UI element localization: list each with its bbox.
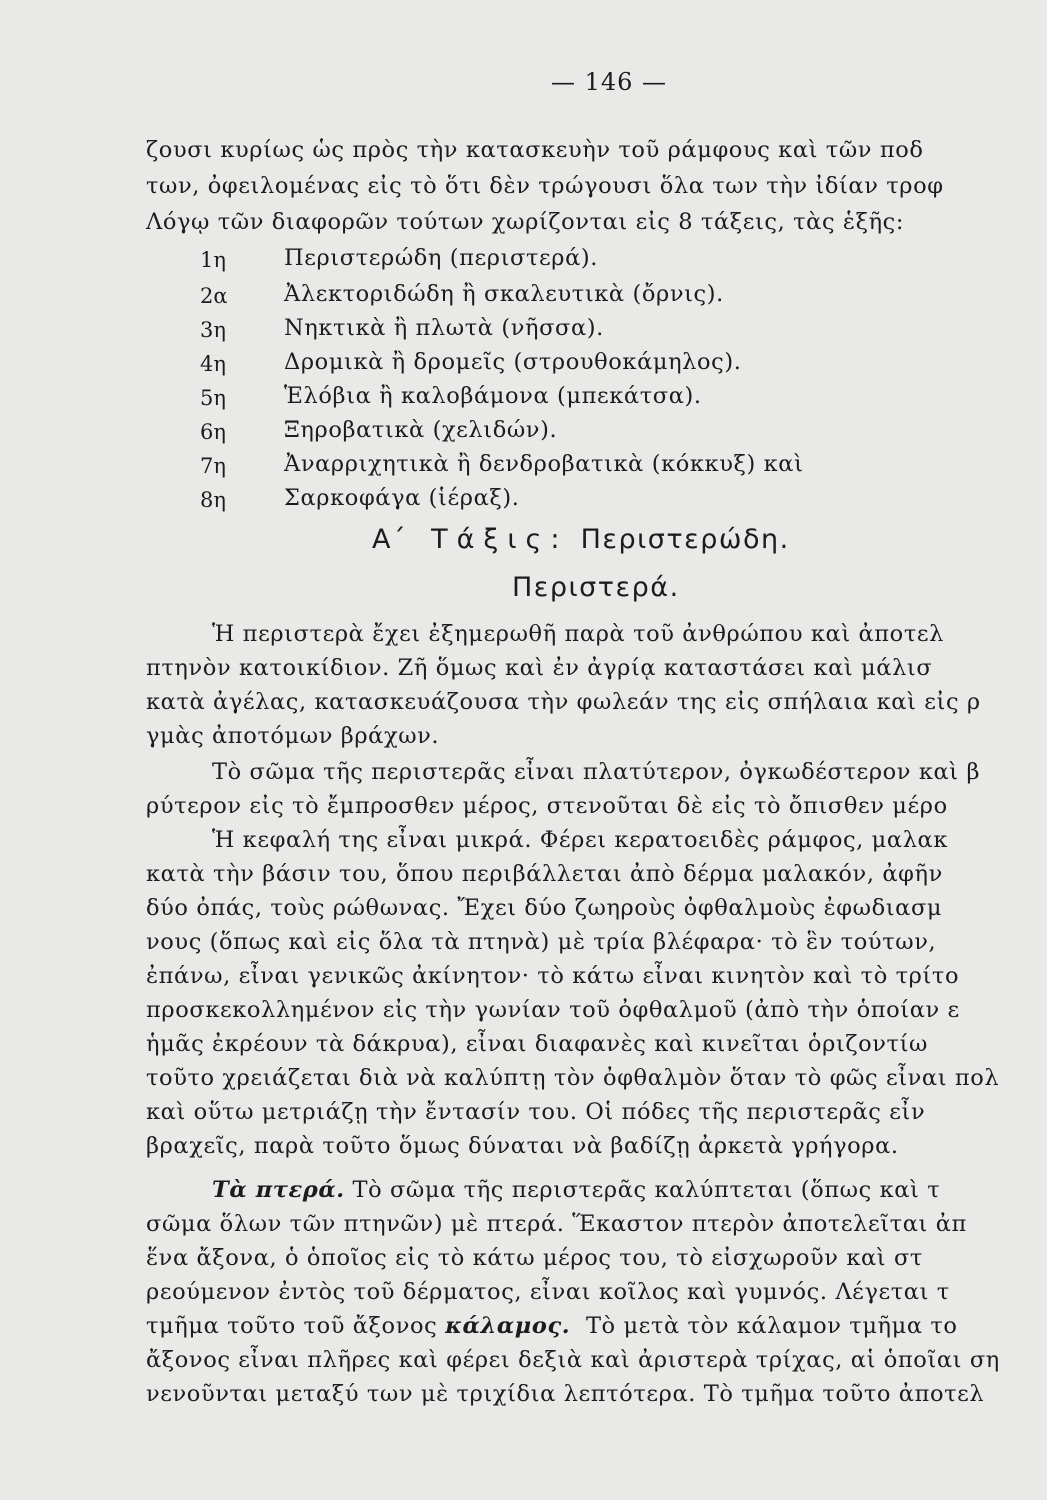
term-ptera: Τὰ πτερά. [212,1177,345,1203]
text-line: νενοῦνται μεταξύ των μὲ τριχίδια λεπτότερα. Τὸ τμῆμα τοῦτο ἀποτελ [146,1381,985,1407]
text-segment: Τὸ μετὰ τὸν κάλαμον τμῆμα το [585,1313,958,1339]
class-name: Δρομικὰ ἢ δρομεῖς (στρουθοκάμηλος). [284,349,742,375]
class-name: Ἀναρριχητικὰ ἢ δενδροβατικὰ (κόκκυξ) καὶ [284,451,804,477]
text-line: ἕνα ἄξονα, ὁ ὁποῖος εἰς τὸ κάτω μέρος του, τὸ εἰσχωροῦν καὶ στ [146,1245,923,1271]
text-line: κατὰ τὴν βάσιν του, ὅπου περιβάλλεται ἀπὸ δέρμα μαλακόν, ἀφῆν [146,861,943,887]
class-number: 1η [200,248,226,272]
text-line: προσκεκολλημένον εἰς τὴν γωνίαν τοῦ ὀφθαλμοῦ (ἀπὸ τὴν ὁποίαν ε [146,997,960,1023]
text-line: Ἡ περιστερὰ ἔχει ἐξημερωθῆ παρὰ τοῦ ἀνθρώπου καὶ ἀποτελ [212,621,944,647]
text-line: ἄξονος εἶναι πλῆρες καὶ φέρει δεξιὰ καὶ ἀριστερὰ τρίχας, αἱ ὁποῖαι ση [146,1347,1000,1373]
class-name: Νηκτικὰ ἢ πλωτὰ (νῆσσα). [284,315,604,341]
text-line: σῶμα ὅλων τῶν πτηνῶν) μὲ πτερά. Ἕκαστον πτερὸν ἀποτελεῖται ἀπ [146,1211,967,1237]
text-line: Λόγῳ τῶν διαφορῶν τούτων χωρίζονται εἰς 8 τάξεις, τὰς ἑξῆς: [146,209,905,235]
class-number: 4η [200,352,226,376]
page-number: — 146 — [550,68,668,96]
class-number: 5η [200,386,226,410]
class-name: Περιστερώδη (περιστερά). [284,245,599,271]
text-line [212,1174,940,1206]
term-kalamos: κάλαμος. [445,1313,571,1339]
class-name: Σαρκοφάγα (ἱέραξ). [284,485,520,511]
text-line: των, ὀφειλομένας εἰς τὸ ὅτι δὲν τρώγουσι ὅλα των τὴν ἰδίαν τροφ [146,173,944,199]
text-line: τοῦτο χρειάζεται διὰ νὰ καλύπτῃ τὸν ὀφθαλμὸν ὅταν τὸ φῶς εἶναι πολ [146,1065,1000,1091]
class-number: 8η [200,488,226,512]
class-name: Ἑλόβια ἢ καλοβάμονα (μπεκάτσα). [284,383,702,409]
class-number: 6η [200,420,226,444]
section-heading [372,524,790,555]
text-line: βραχεῖς, παρὰ τοῦτο ὅμως δύναται νὰ βαδίζῃ ἀρκετὰ γρήγορα. [146,1133,899,1159]
class-name: Ξηροβατικὰ (χελιδών). [284,417,558,443]
class-number: 3η [200,318,226,342]
section-subheading: Περιστερά. [512,572,680,603]
text-line: ρεούμενον ἐντὸς τοῦ δέρματος, εἶναι κοῖλος καὶ γυμνός. Λέγεται τ [146,1279,950,1305]
text-line: πτηνὸν κατοικίδιον. Ζῆ ὅμως καὶ ἐν ἀγρίᾳ καταστάσει καὶ μάλισ [146,655,933,681]
text-line: ἡμᾶς ἐκρέουν τὰ δάκρυα), εἶναι διαφανὲς καὶ κινεῖται ὁριζοντίω [146,1031,928,1057]
text-line: κατὰ ἀγέλας, κατασκευάζουσα τὴν φωλεάν της εἰς σπήλαια καὶ εἰς ρ [146,689,981,715]
text-line: Ἡ κεφαλή της εἶναι μικρά. Φέρει κερατοειδὲς ράμφος, μαλακ [212,827,949,853]
text-line: νους (ὅπως καὶ εἰς ὅλα τὰ πτηνὰ) μὲ τρία βλέφαρα· τὸ ἓν τούτων, [146,929,937,955]
text-line: ζουσι κυρίως ὡς πρὸς τὴν κατασκευὴν τοῦ ράμφους καὶ τῶν ποδ [146,137,924,163]
text-line: Τὸ σῶμα τῆς περιστερᾶς εἶναι πλατύτερον, ὀγκωδέστερον καὶ β [212,759,981,785]
text-segment: Τὸ σῶμα τῆς περιστερᾶς καλύπτεται (ὅπως καὶ τ [352,1177,941,1203]
heading-title: Περιστερώδη. [580,524,790,555]
class-number: 2α [200,284,228,308]
class-name: Ἀλεκτοριδώδη ἢ σκαλευτικὰ (ὄρνις). [284,281,724,307]
text-line: γμὰς ἀποτόμων βράχων. [146,723,440,749]
text-segment: τμῆμα τοῦτο τοῦ ἄξονος [146,1313,438,1339]
class-number: 7η [200,454,226,478]
text-line: ρύτερον εἰς τὸ ἔμπροσθεν μέρος, στενοῦται δὲ εἰς τὸ ὄπισθεν μέρο [146,793,948,819]
text-line: δύο ὀπάς, τοὺς ρώθωνας. Ἔχει δύο ζωηροὺς ὀφθαλμοὺς ἐφωδιασμ [146,895,943,921]
text-line: ἐπάνω, εἶναι γενικῶς ἀκίνητον· τὸ κάτω εἶναι κινητὸν καὶ τὸ τρίτο [146,963,960,989]
heading-word: Τάξις: [431,524,569,555]
text-line: καὶ οὕτω μετριάζῃ τὴν ἔντασίν του. Οἱ πόδες τῆς περιστερᾶς εἶν [146,1099,926,1125]
text-line [146,1310,958,1342]
heading-order: Α΄ [372,524,407,555]
